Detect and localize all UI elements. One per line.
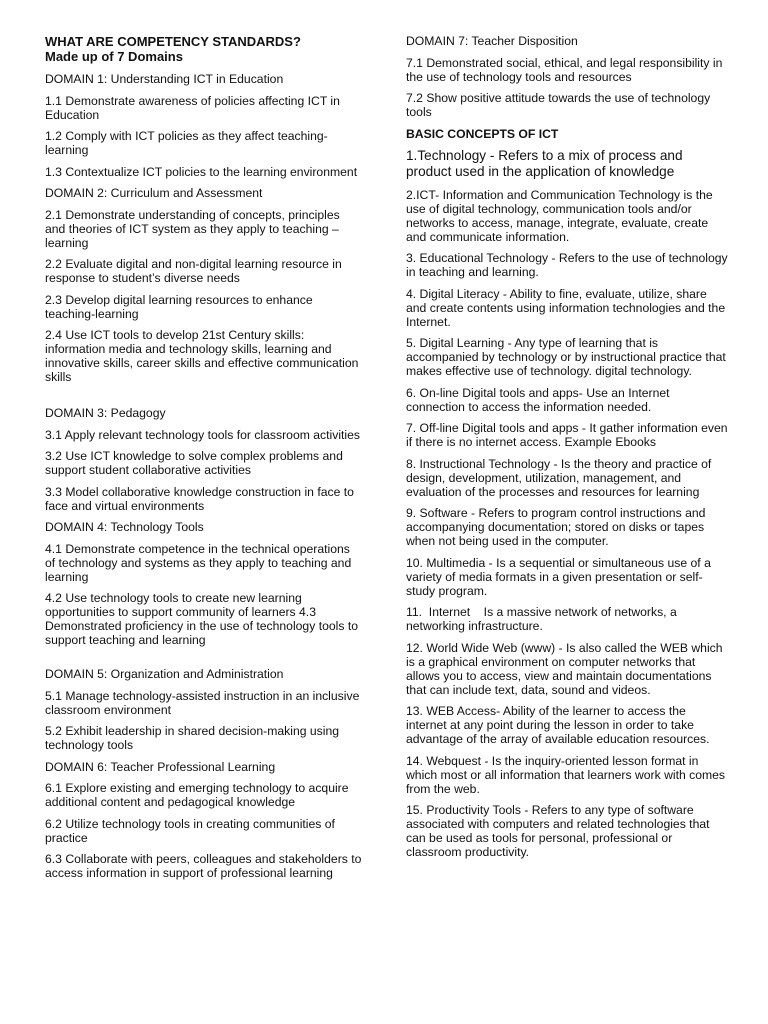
basic-concepts-heading: BASIC CONCEPTS OF ICT (406, 126, 559, 141)
concept-9: 9. Software - Refers to program control instructions and accompanying documentation; stored on disks or tapes when not being used in the computer. (406, 506, 706, 548)
concept-4: 4. Digital Literacy - Ability to fine, evaluate, utilize, share and create contents using information technologies and the Internet. (406, 286, 726, 329)
item-2-4: 2.4 Use ICT tools to develop 21st Century skills: information media and technology skills, learning and innovative skills, career skills and effective communication skills (45, 328, 359, 384)
concept-15: 15. Productivity Tools - Refers to any type of software associated with computers and related technologies that can be used as tools for personal, professional or classroom productivity. (406, 803, 710, 859)
concept-7: 7. Off-line Digital tools and apps - It gather information even if there is no internet access. Example Ebooks (406, 421, 728, 449)
item-2-2: 2.2 Evaluate digital and non-digital learning resource in response to student’s diverse needs (45, 257, 342, 285)
domain-4-heading: DOMAIN 4: Technology Tools (45, 520, 204, 534)
domain-7-heading: DOMAIN 7: Teacher Disposition (406, 34, 578, 48)
item-4-1: 4.1 Demonstrate competence in the technical operations of technology and systems as they apply to teaching and learning (45, 541, 352, 584)
item-1-1: 1.1 Demonstrate awareness of policies affecting ICT in Education (45, 93, 340, 122)
concept-12: 12. World Wide Web (www) - Is also called the WEB which is a graphical environment on computer networks that allows you to access, view and maintain documentations that can include text, data, sound and videos. (406, 640, 723, 697)
left-column (45, 34, 363, 888)
item-5-2: 5.2 Exhibit leadership in shared decision-making using technology tools (45, 724, 340, 752)
item-1-3: 1.3 Contextualize ICT policies to the learning environment (45, 164, 358, 179)
domain-5-heading: DOMAIN 5: Organization and Administration (45, 667, 284, 681)
concept-6: 6. On-line Digital tools and apps- Use an Internet connection to access the information needed. (406, 385, 670, 414)
item-4-2: 4.2 Use technology tools to create new learning opportunities to support community of learners 4.3 Demonstrated proficiency in the use of technology tools to support teaching and learning (45, 591, 358, 647)
domain-6-heading: DOMAIN 6: Teacher Professional Learning (45, 759, 276, 774)
title-line-1: WHAT ARE COMPETENCY STANDARDS? (45, 34, 301, 49)
item-2-1: 2.1 Demonstrate understanding of concepts, principles and theories of ICT system as they apply to teaching – learning (45, 207, 340, 250)
item-7-2: 7.2 Show positive attitude towards the use of technology tools (406, 91, 711, 119)
item-1-2: 1.2 Comply with ICT policies as they affect teaching-learning (45, 129, 328, 157)
right-column (406, 34, 728, 867)
item-2-3: 2.3 Develop digital learning resources to enhance teaching-learning (45, 292, 313, 321)
item-3-3: 3.3 Model collaborative knowledge construction in face to face and virtual environments (45, 484, 354, 513)
item-5-1: 5.1 Manage technology-assisted instruction in an inclusive classroom environment (45, 688, 360, 717)
concept-13: 13. WEB Access- Ability of the learner to access the internet at any point during the lesson in order to take advantage of the array of available education resources. (406, 704, 710, 746)
domain-1-heading: DOMAIN 1: Understanding ICT in Education (45, 72, 284, 86)
concept-3: 3. Educational Technology - Refers to the use of technology in teaching and learning. (406, 251, 728, 279)
concept-14: 14. Webquest - Is the inquiry-oriented lesson format in which most or all information that learners work with comes from the web. (406, 753, 726, 796)
item-7-1: 7.1 Demonstrated social, ethical, and legal responsibility in the use of technology tools and resources (406, 55, 723, 84)
title-line-2: Made up of 7 Domains (45, 49, 183, 64)
item-3-1: 3.1 Apply relevant technology tools for classroom activities (45, 427, 360, 442)
page-title (45, 34, 363, 64)
concept-11: 11. Internet Is a massive network of networks, a networking infrastructure. (406, 605, 681, 633)
concept-5: 5. Digital Learning - Any type of learning that is accompanied by technology or by instructional practice that makes effective use of technology. digital technology. (406, 336, 726, 378)
item-6-2: 6.2 Utilize technology tools in creating communities of practice (45, 816, 335, 845)
domain-2-heading: DOMAIN 2: Curriculum and Assessment (45, 186, 263, 200)
domain-3-heading: DOMAIN 3: Pedagogy (45, 406, 166, 420)
concept-10: 10. Multimedia - Is a sequential or simultaneous use of a variety of media formats in a given presentation or self-study program. (406, 555, 711, 598)
concept-8: 8. Instructional Technology - Is the theory and practice of design, development, utilization, management, and evaluation of the processes and resources for learning (406, 456, 712, 499)
concept-2: 2.ICT- Information and Communication Technology is the use of digital technology, communication tools and/or networks to access, manage, integrate, evaluate, create and communicate information. (406, 187, 713, 244)
item-3-2: 3.2 Use ICT knowledge to solve complex problems and support student collaborative activities (45, 449, 343, 477)
concept-1: 1.Technology - Refers to a mix of process and product used in the application of knowledge (406, 147, 683, 179)
item-6-3: 6.3 Collaborate with peers, colleagues and stakeholders to access information in support of professional learning (45, 852, 362, 880)
item-6-1: 6.1 Explore existing and emerging technology to acquire additional content and pedagogical knowledge (45, 781, 349, 809)
